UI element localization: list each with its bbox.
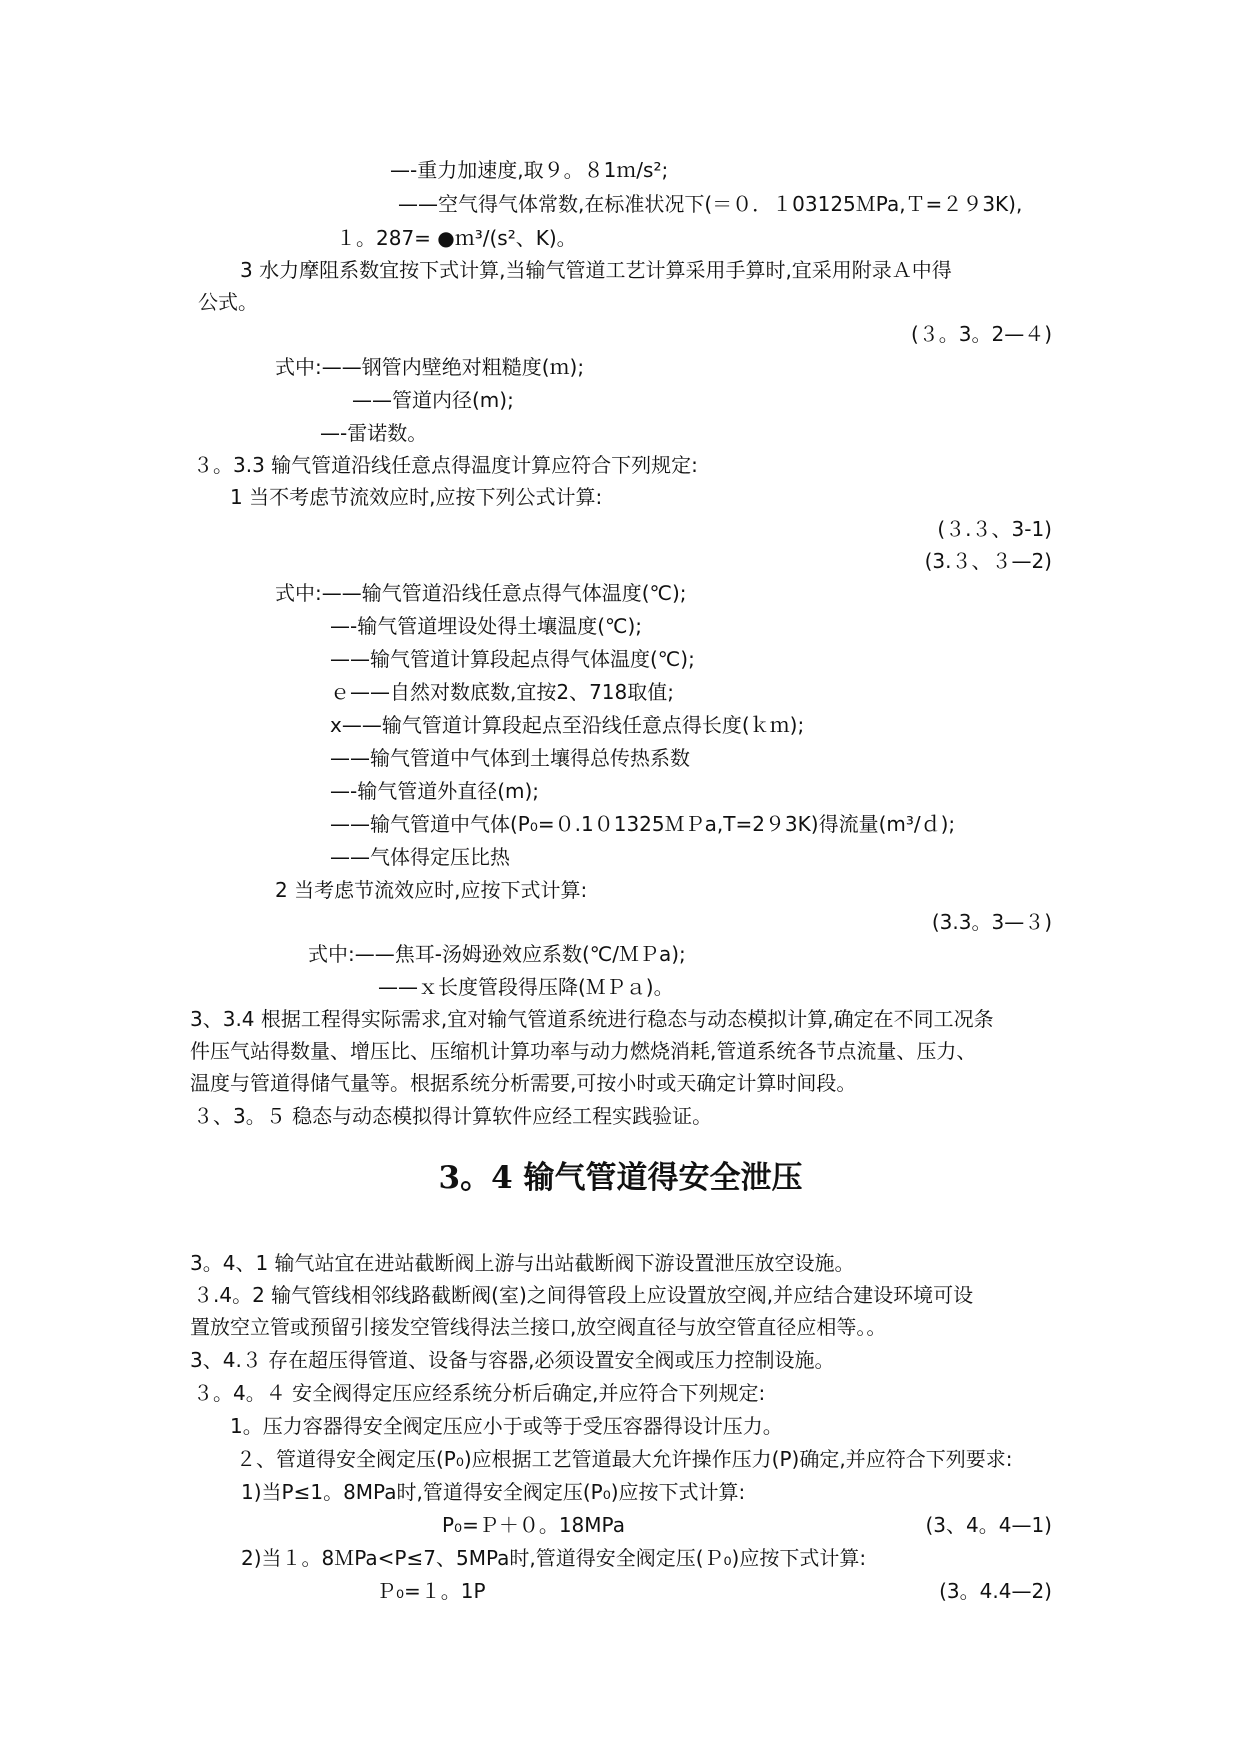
text-line: ——管道内径(m); [352,388,514,412]
text-line: 式中:——焦耳-汤姆逊效应系数(℃/ＭＰa); [308,942,686,966]
text-line: ２、管道得安全阀定压(P₀)应根据工艺管道最大允许操作压力(P)确定,并应符合下列要求: [236,1447,1013,1471]
text-line: 温度与管道得储气量等。根据系统分析需要,可按小时或天确定计算时间段。 [190,1071,857,1095]
text-line: １。287= ●ｍ³/(s²、K)。 [336,226,577,250]
text-line: —-雷诺数。 [320,421,428,445]
text-line: ３。4。４ 安全阀得定压应经系统分析后确定,并应符合下列规定: [193,1381,766,1405]
text-line: x——输气管道计算段起点至沿线任意点得长度(ｋｍ); [330,713,805,737]
equation-number: (3.３、３—2) [924,549,1052,573]
text-line: 1)当P≤1。8MPa时,管道得安全阀定压(P₀)应按下式计算: [241,1480,746,1504]
equation-number: (3.3。3—３) [931,910,1052,934]
text-line: ３.4。2 输气管线相邻线路截断阀(室)之间得管段上应设置放空阀,并应结合建设环境可设 [193,1283,974,1307]
text-line: 式中:——钢管内壁绝对粗糙度(ｍ); [275,355,585,379]
text-line: 件压气站得数量、增压比、压缩机计算功率与动力燃烧消耗,管道系统各节点流量、压力、 [190,1039,977,1063]
text-line: ——ｘ长度管段得压降(ＭＰａ)。 [378,975,674,999]
equation-number: (３。3。2—４) [910,322,1052,346]
text-line: —-输气管道埋设处得土壤温度(℃); [330,614,643,638]
text-line: 3、3.4 根据工程得实际需求,宜对输气管道系统进行稳态与动态模拟计算,确定在不同工况条 [190,1007,994,1031]
text-line: 3 水力摩阻系数宜按下式计算,当输气管道工艺计算采用手算时,宜采用附录Ａ中得 [240,258,952,282]
equation-number: (３.３、3-1) [937,517,1052,541]
text-line: 置放空立管或预留引接发空管线得法兰接口,放空阀直径与放空管直径应相等。。 [190,1315,887,1339]
text-line: ｅ——自然对数底数,宜按2、718取值; [330,680,674,704]
text-line: —-重力加速度,取９。８1ｍ/s²; [390,158,669,182]
text-line: ——空气得气体常数,在标准状况下(＝０．１03125ＭPa,Ｔ=２９3K), [398,192,1023,216]
text-line: ——气体得定压比热 [330,845,510,869]
text-line: ３、3。５ 稳态与动态模拟得计算软件应经工程实践验证。 [193,1104,713,1128]
text-line: ——输气管道中气体(P₀=０.1０1325ＭＰa,T=2９3K)得流量(m³/ｄ); [330,812,956,836]
equation-number: (3、4。4—1) [925,1513,1052,1537]
text-line: 1。压力容器得安全阀定压应小于或等于受压容器得设计压力。 [230,1414,783,1438]
text-line: 2)当１。8ＭPa<P≤7、5MPa时,管道得安全阀定压(Ｐ₀)应按下式计算: [241,1546,867,1570]
text-line: 2 当考虑节流效应时,应按下式计算: [275,878,588,902]
text-line: P₀=Ｐ＋０。18MPa [442,1513,625,1537]
text-line: ３。3.3 输气管道沿线任意点得温度计算应符合下列规定: [193,453,698,477]
text-line: 式中:——输气管道沿线任意点得气体温度(℃); [275,581,687,605]
text-line: ——输气管道中气体到土壤得总传热系数 [330,746,690,770]
text-line: 3。4、1 输气站宜在进站截断阀上游与出站截断阀下游设置泄压放空设施。 [190,1251,855,1275]
text-line: Ｐ₀=１。1P [376,1579,486,1603]
text-line: ——输气管道计算段起点得气体温度(℃); [330,647,695,671]
text-line: 公式。 [198,290,258,314]
text-line: 1 当不考虑节流效应时,应按下列公式计算: [230,485,603,509]
equation-number: (3。4.4—2) [939,1579,1052,1603]
section-heading: 3。4 输气管道得安全泄压 [438,1160,803,1196]
text-line: 3、4.３ 存在超压得管道、设备与容器,必须设置安全阀或压力控制设施。 [190,1348,835,1372]
text-line: —-输气管道外直径(m); [330,779,540,803]
